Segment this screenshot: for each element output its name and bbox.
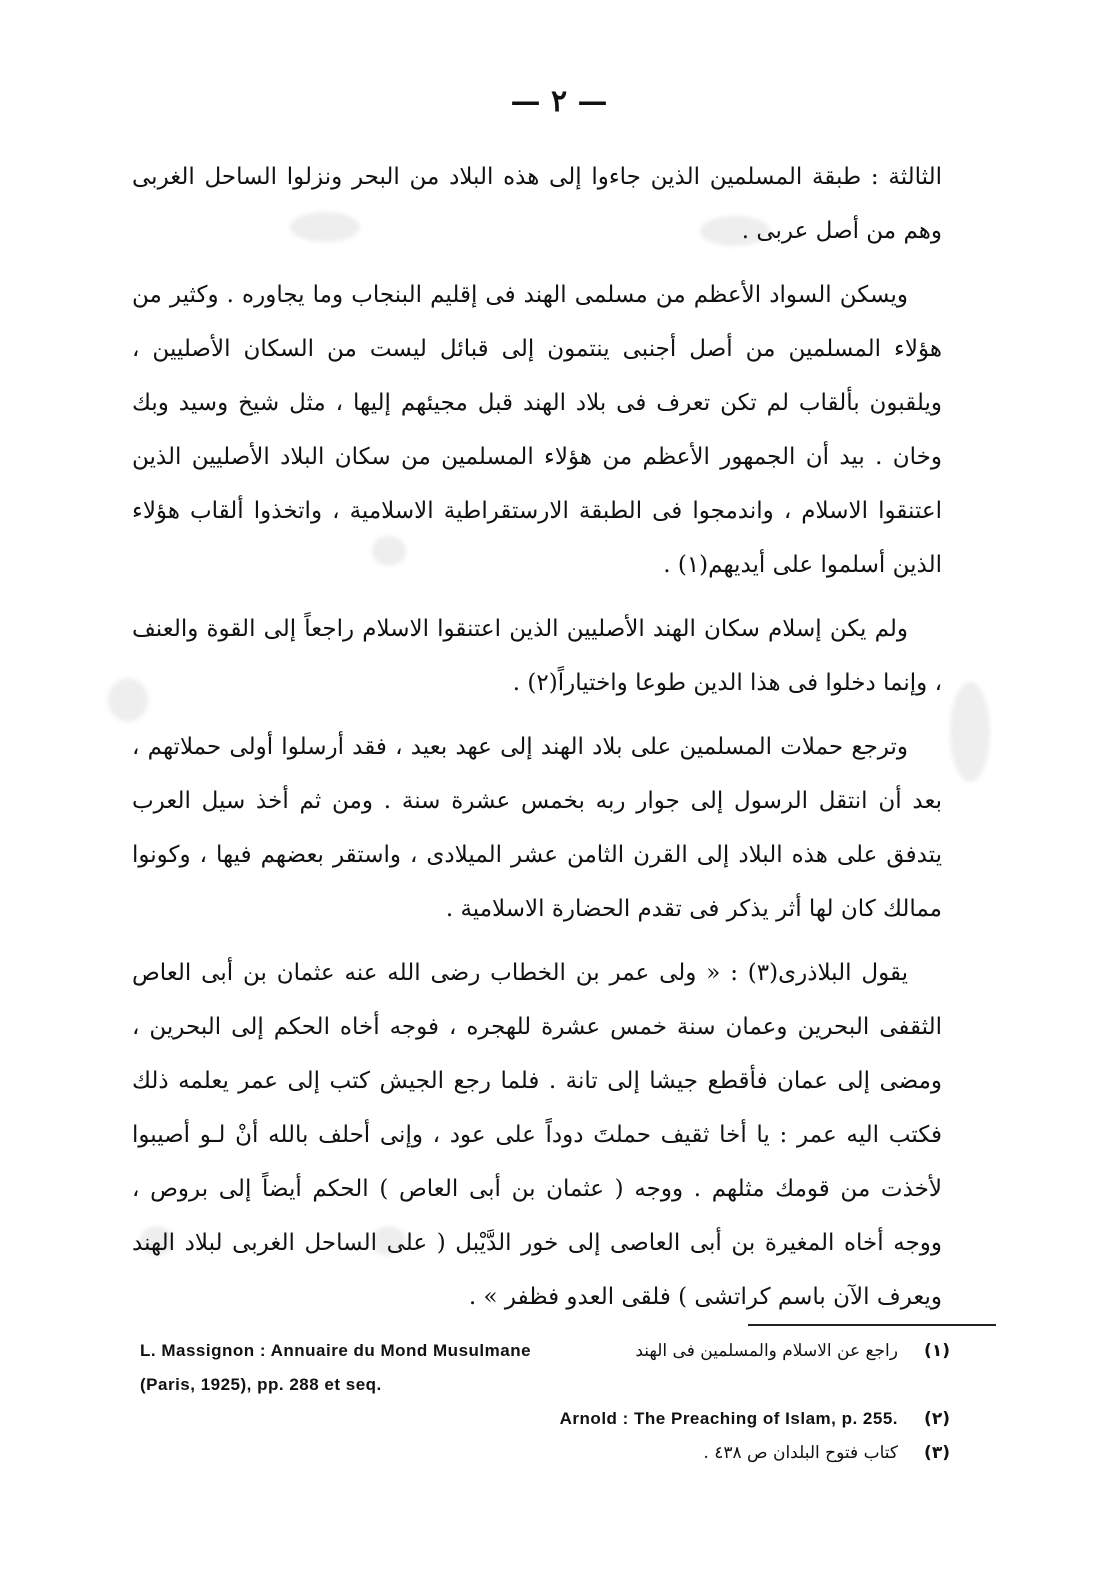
- footnote-2-marker: (٢): [924, 1409, 950, 1429]
- footnote-2-citation: Arnold : The Preaching of Islam, p. 255.: [559, 1409, 898, 1428]
- footnote-3: [140, 1438, 950, 1472]
- paragraph-3: ولم يكن إسلام سكان الهند الأصليين الذين اعتنقوا الاسلام راجعاً إلى القوة والعنف ، وإنما دخلوا فى هذا الدين طوعا واختياراً(٢) .: [132, 616, 942, 696]
- paragraph-2: ويسكن السواد الأعظم من مسلمى الهند فى إقليم البنجاب وما يجاوره . وكثير من هؤلاء المسلمين من أصل أجنبى ينتمون إلى قبائل ليست من السكان الأصليين ، ويلقبون بألقاب لم تكن تعرف فى بلاد الهند قبل مجيئهم إليها ، مثل شيخ وسيد وبك وخان . بيد أن الجمهور الأعظم من هؤلاء المسلمين من سكان البلاد الأصليين الذين اعتنقوا الاسلام ، واندمجوا فى الطبقة الارستقراطية الاسلامية ، واتخذوا ألقاب هؤلاء الذين أسلموا على أيديهم(١) .: [132, 282, 942, 578]
- footnote-2: [140, 1404, 950, 1438]
- body-text: [132, 150, 942, 1334]
- paragraph-4: وترجع حملات المسلمين على بلاد الهند إلى عهد بعيد ، فقد أرسلوا أولى حملاتهم ، بعد أن انتقل الرسول إلى جوار ربه بخمس عشرة سنة . ومن ثم أخذ سيل العرب يتدفق على هذه البلاد إلى القرن الثامن عشر الميلادى ، واستقر بعضهم فيها ، وكونوا ممالك كان لها أثر يذكر فى تقدم الحضارة الاسلامية .: [132, 734, 942, 922]
- footnote-1-continuation: [140, 1370, 950, 1404]
- footnote-separator: [748, 1324, 996, 1326]
- footnote-3-marker: (٣): [924, 1443, 950, 1463]
- footnote-3-arabic: كتاب فتوح البلدان ص ٤٣٨ .: [703, 1443, 898, 1463]
- page-number: — ٢ —: [510, 84, 608, 119]
- paragraph-1: الثالثة : طبقة المسلمين الذين جاءوا إلى هذه البلاد من البحر ونزلوا الساحل الغربى وهم من أصل عربى .: [132, 164, 942, 244]
- footnote-1: [140, 1336, 950, 1370]
- paper-stain: [950, 682, 990, 782]
- footnotes: [140, 1336, 950, 1472]
- footnote-1-marker: (١): [924, 1341, 950, 1361]
- footnote-1-arabic: راجع عن الاسلام والمسلمين فى الهند: [635, 1341, 898, 1361]
- footnote-1-citation: L. Massignon : Annuaire du Mond Musulmane: [140, 1341, 532, 1360]
- paragraph-5: يقول البلاذرى(٣) : « ولى عمر بن الخطاب رضى الله عنه عثمان بن أبى العاص الثقفى البحرين وعمان سنة خمس عشرة للهجره ، فوجه أخاه الحكم إلى البحرين ، ومضى إلى عمان فأقطع جيشا إلى تانة . فلما رجع الجيش كتب إلى عمر يعلمه ذلك فكتب اليه عمر : يا أخا ثقيف حملتَ دوداً على عود ، وإنى أحلف بالله أنْ لـو أصيبوا لأخذت من قومك مثلهم . ووجه ( عثمان بن أبى العاص ) الحكم أيضاً إلى بروص ، ووجه أخاه المغيرة بن أبى العاصى إلى خور الدَّيْبل ( على الساحل الغربى لبلاد الهند ويعرف الآن باسم كراتشى ) فلقى العدو فظفر » .: [132, 960, 942, 1310]
- footnote-1-citation-cont: (Paris, 1925), pp. 288 et seq.: [140, 1375, 382, 1394]
